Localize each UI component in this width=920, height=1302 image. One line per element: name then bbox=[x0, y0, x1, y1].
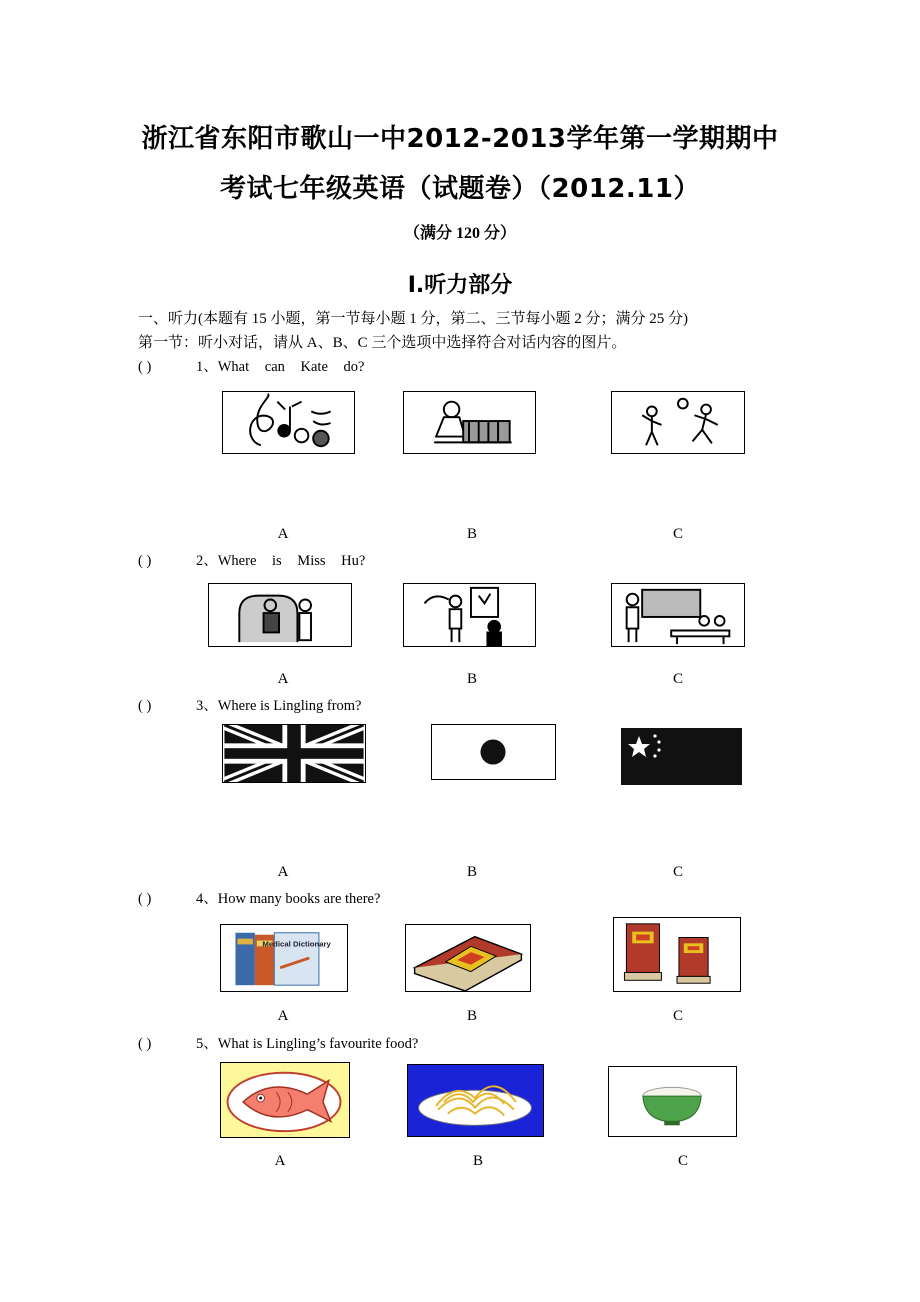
question-number: 4、 bbox=[196, 891, 218, 907]
answer-blank[interactable]: ( ) bbox=[138, 891, 152, 907]
option-2a-home-picture[interactable] bbox=[208, 583, 352, 647]
question-text: Where is Lingling from? bbox=[217, 698, 362, 714]
option-label-4b: B bbox=[466, 1008, 477, 1024]
option-3b-japan-flag[interactable] bbox=[431, 724, 556, 780]
question-1 bbox=[138, 355, 364, 376]
option-label-2b: B bbox=[466, 671, 477, 687]
option-1a-music-picture[interactable] bbox=[222, 391, 355, 454]
option-3c-china-flag[interactable] bbox=[621, 728, 742, 785]
question-2 bbox=[138, 549, 365, 570]
question-number: 3、 bbox=[196, 698, 218, 714]
answer-blank[interactable]: ( ) bbox=[138, 553, 152, 569]
subsection-heading: 第一节：听小对话，请从 A、B、C 三个选项中选择符合对话内容的图片。 bbox=[138, 335, 627, 351]
option-label-1c: C bbox=[672, 526, 683, 542]
doc-title-line2: 考试七年级英语（试题卷）（2012.11） bbox=[220, 174, 700, 204]
option-1b-piano-picture[interactable] bbox=[403, 391, 536, 454]
answer-blank[interactable]: ( ) bbox=[138, 698, 152, 714]
question-4 bbox=[138, 887, 380, 908]
option-2c-classroom-picture[interactable] bbox=[611, 583, 745, 647]
option-label-5a: A bbox=[274, 1153, 286, 1169]
answer-blank[interactable]: ( ) bbox=[138, 359, 152, 375]
option-label-2a: A bbox=[277, 671, 289, 687]
option-5a-fish-picture[interactable] bbox=[220, 1062, 350, 1138]
option-label-5b: B bbox=[472, 1153, 483, 1169]
question-number: 5、 bbox=[196, 1036, 218, 1052]
question-text: What can Kate do? bbox=[217, 359, 365, 375]
option-label-2c: C bbox=[672, 671, 683, 687]
option-label-4c: C bbox=[672, 1008, 683, 1024]
full-marks: （满分 120 分） bbox=[403, 225, 516, 242]
book-title-medical: Medical Dictionary bbox=[262, 939, 331, 949]
option-label-3c: C bbox=[672, 864, 683, 880]
option-5c-rice-bowl-picture[interactable] bbox=[608, 1066, 737, 1137]
question-3 bbox=[138, 694, 362, 715]
option-5b-noodles-picture[interactable] bbox=[407, 1064, 544, 1137]
option-4a-three-books-picture[interactable] bbox=[220, 924, 348, 992]
answer-blank[interactable]: ( ) bbox=[138, 1036, 152, 1052]
question-text: What is Lingling’s favourite food? bbox=[217, 1036, 419, 1052]
question-text: Where is Miss Hu? bbox=[217, 553, 366, 569]
option-4c-two-books-picture[interactable] bbox=[613, 917, 741, 992]
option-2b-office-picture[interactable] bbox=[403, 583, 536, 647]
option-label-5c: C bbox=[677, 1153, 688, 1169]
option-label-1a: A bbox=[277, 526, 289, 542]
option-label-3a: A bbox=[277, 864, 289, 880]
option-1c-ball-game-picture[interactable] bbox=[611, 391, 745, 454]
question-5 bbox=[138, 1032, 418, 1053]
question-text: How many books are there? bbox=[217, 891, 381, 907]
part-heading: 一、听力(本题有 15 小题，第一节每小题 1 分，第二、三节每小题 2 分；满分 25 分) bbox=[138, 311, 688, 327]
option-label-3b: B bbox=[466, 864, 477, 880]
option-label-1b: B bbox=[466, 526, 477, 542]
option-3a-uk-flag[interactable] bbox=[222, 724, 366, 783]
option-label-4a: A bbox=[277, 1008, 289, 1024]
option-4b-one-book-picture[interactable] bbox=[405, 924, 531, 992]
doc-title-line1: 浙江省东阳市歌山一中2012-2013学年第一学期期中 bbox=[141, 124, 779, 154]
question-number: 2、 bbox=[196, 553, 218, 569]
section-title: Ⅰ.听力部分 bbox=[407, 273, 513, 298]
question-number: 1、 bbox=[196, 359, 218, 375]
